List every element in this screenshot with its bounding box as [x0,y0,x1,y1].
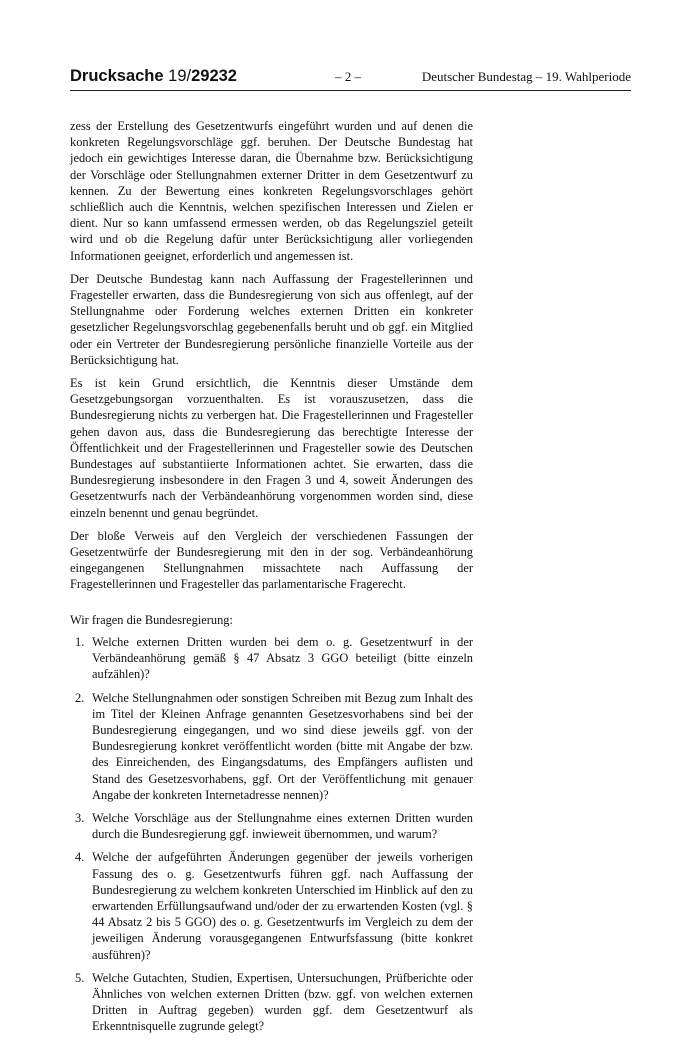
question-text: Welche Stellungnahmen oder sonstigen Schreiben mit Bezug zum Inhalt des im Titel der Kleinen Anfrage genannten Gesetzesvorhabens sind bei der Bundesregierung eingegangen, und wo sind diese jeweils ggf. von der Bundesregierung konkret veröffentlicht worden (bitte mit Angabe der bzw. des Einreichenden, des Eingangsdatums, des Empfängers auflisten und Stand des Gesetzesvorhabens, ggf. Ort der Veröffentlichung mit genauer Angabe der konkreten Internetadresse nennen)? [92,690,473,802]
document-body [70,118,473,1042]
paragraph-2: Der Deutsche Bundestag kann nach Auffassung der Fragestellerinnen und Fragesteller erwarten, dass die Bundesregierung von sich aus offenlegt, auf der Stellungnahme oder Forderung welches externen Dritten ein konkreter gesetzlicher Regelungsvorschlag gegebenenfalls beruht und ob ggf. ein Mitglied oder ein Vertreter der Bundesregierung persönliche finanzielle Vorteile aus der Berücksichtigung hat. [70,271,473,367]
question-item [70,849,473,962]
question-text: Welche Vorschläge aus der Stellungnahme eines externen Dritten wurden durch die Bundesregierung ggf. inwieweit übernommen, und warum? [92,810,473,842]
document-number [70,66,237,86]
doc-id: 29232 [191,67,237,85]
paragraph-4: Der bloße Verweis auf den Vergleich der verschiedenen Fassungen der Gesetzentwürfe der Bundesregierung mit den in der sog. Verbändeanhörung eingegangenen Stellungnahmen missachtete nach Auffassung der Fragestellerinnen und Fragesteller das parlamentarische Fragerecht. [70,528,473,592]
question-number: 3. [75,810,85,825]
paragraph-3: Es ist kein Grund ersichtlich, die Kenntnis dieser Umstände dem Gesetzgebungsorgan vorzuenthalten. Es ist vorauszusetzen, dass die Bundesregierung nichts zu verbergen hat. Die Fragestellerinnen und Fragesteller gehen davon aus, dass die Bundesregierung das berechtigte Interesse der Öffentlichkeit und der Fragestellerinnen und Fragesteller sowie des Deutschen Bundestages auf substantiierte Informationen achtet. Sie erwarten, dass die Bundesregierung insbesondere in den Fragen 3 und 4, soweit Änderungen des Gesetzentwurfs nach der Verbändeanhörung vorgenommen worden sind, diese einzeln benennt und genau begründet. [70,376,473,520]
page-number: – 2 – [335,69,361,84]
question-text: Welche externen Dritten wurden bei dem o. g. Gesetzentwurf in der Verbändeanhörung gemäß § 47 Absatz 3 GGO beteiligt (bitte einzeln aufzählen)? [92,634,473,682]
question-item [70,634,473,683]
doc-period: 19/ [168,67,192,85]
page-header [70,66,631,88]
question-text: Welche der aufgeführten Änderungen gegenüber der jeweils vorherigen Fassung des o. g. Gesetzentwurfs führen ggf. nach Auffassung der Bundesregierung zu welchem konkreten Unterschied im Hinblick auf den zu erwartenden Erfüllungsaufwand und/oder der zu erwartenden Kosten (vgl. § 44 Absatz 2 bis 5 GGO) des o. g. Gesetzentwurfs im Vergleich zu dem der jeweiligen Änderung vorausgegangenen Entwurfsfassung (bitte konkret ausführen)? [92,850,473,962]
question-item [70,690,473,803]
question-text: Welche Gutachten, Studien, Expertisen, Untersuchungen, Prüfberichte oder Ähnliches von welchen externen Dritten (bzw. ggf. von welchen externen Dritten in Auftrag gegeben) wurden ggf. dem Gesetzentwurf als Erkenntnisquelle zugrunde gelegt? [92,970,473,1034]
header-rule [70,90,631,91]
question-item [70,970,473,1035]
question-item [70,810,473,842]
question-list [70,634,473,1035]
questions-intro: Wir fragen die Bundesregierung: [70,612,233,627]
paragraph-1: zess der Erstellung des Gesetzentwurfs eingeführt wurden und auf denen die konkreten Regelungsvorschläge ggf. beruhen. Der Deutsche Bundestag hat jedoch ein gewichtiges Interesse daran, die Übernahme bzw. Berücksichtigung der Vorschläge oder Stellungnahmen externer Dritter in dem Gesetzentwurf zu kennen. Zu der Bewertung eines konkreten Regelungsvorschlages gehört schließlich auch die Kenntnis, welchen spezifischen Interessen und Zielen er dient. Nur so kann umfassend ermessen werden, ob das Regelungsziel geteilt wird und ob die Regelung dafür unter Berücksichtigung aller vorliegenden Informationen geeignet, erforderlich und angemessen ist. [70,119,473,263]
publisher: Deutscher Bundestag – 19. Wahlperiode [421,69,631,84]
question-number: 4. [75,850,85,865]
doc-label: Drucksache [70,67,164,85]
question-number: 1. [75,634,85,649]
question-number: 5. [75,970,85,985]
question-number: 2. [75,690,85,705]
